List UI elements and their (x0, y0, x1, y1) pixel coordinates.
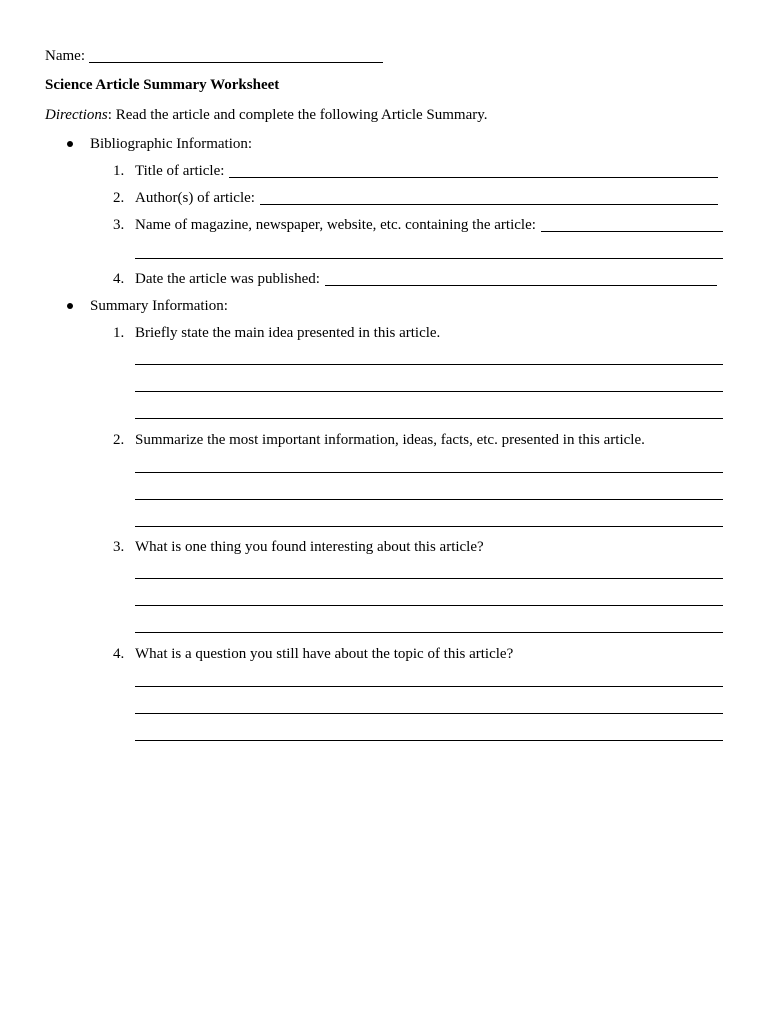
summary-item-2-text: Summarize the most important information, ideas, facts, etc. presented in this article. (135, 432, 645, 448)
name-label: Name: (45, 48, 85, 64)
bib-item-4-text: Date the article was published: (135, 271, 320, 287)
summary-item-4-text: What is a question you still have about the topic of this article? (135, 646, 514, 662)
main-idea-answer-line[interactable] (135, 391, 723, 392)
worksheet-title: Science Article Summary Worksheet (45, 77, 280, 93)
date-answer-line[interactable] (325, 285, 717, 286)
summary-answer-line[interactable] (135, 499, 723, 500)
bib-item-2-number: 2. (113, 190, 125, 206)
directions-text: : Read the article and complete the following Article Summary. (107, 107, 488, 123)
author-answer-line[interactable] (260, 204, 718, 205)
interesting-answer-line[interactable] (135, 632, 723, 633)
bib-item-4-number: 4. (113, 271, 125, 287)
summary-heading: Summary Information: (90, 298, 228, 314)
summary-answer-line[interactable] (135, 472, 723, 473)
bib-item-3-number: 3. (113, 217, 125, 233)
directions (45, 106, 488, 124)
question-answer-line[interactable] (135, 686, 723, 687)
interesting-answer-line[interactable] (135, 578, 723, 579)
summary-item-1-text: Briefly state the main idea presented in this article. (135, 325, 441, 341)
bib-item-1-number: 1. (113, 163, 125, 179)
main-idea-answer-line[interactable] (135, 364, 723, 365)
question-answer-line[interactable] (135, 713, 723, 714)
summary-item-1-number: 1. (113, 325, 125, 341)
bib-item-3-text: Name of magazine, newspaper, website, etc. containing the article: (135, 217, 536, 233)
bib-item-1-text: Title of article: (135, 163, 225, 179)
publication-answer-line-2[interactable] (135, 258, 723, 259)
bibliographic-heading: Bibliographic Information: (90, 136, 253, 152)
question-answer-line[interactable] (135, 740, 723, 741)
summary-answer-line[interactable] (135, 526, 723, 527)
main-idea-answer-line[interactable] (135, 418, 723, 419)
summary-item-4-number: 4. (113, 646, 125, 662)
name-answer-line[interactable] (89, 62, 383, 63)
bullet-icon (67, 141, 73, 147)
publication-answer-line-1[interactable] (541, 231, 723, 232)
summary-item-3-text: What is one thing you found interesting about this article? (135, 539, 484, 555)
interesting-answer-line[interactable] (135, 605, 723, 606)
summary-item-3-number: 3. (113, 539, 125, 555)
title-answer-line[interactable] (229, 177, 718, 178)
directions-label: Directions (45, 107, 108, 123)
summary-item-2-number: 2. (113, 432, 125, 448)
bullet-icon (67, 303, 73, 309)
bib-item-2-text: Author(s) of article: (135, 190, 255, 206)
